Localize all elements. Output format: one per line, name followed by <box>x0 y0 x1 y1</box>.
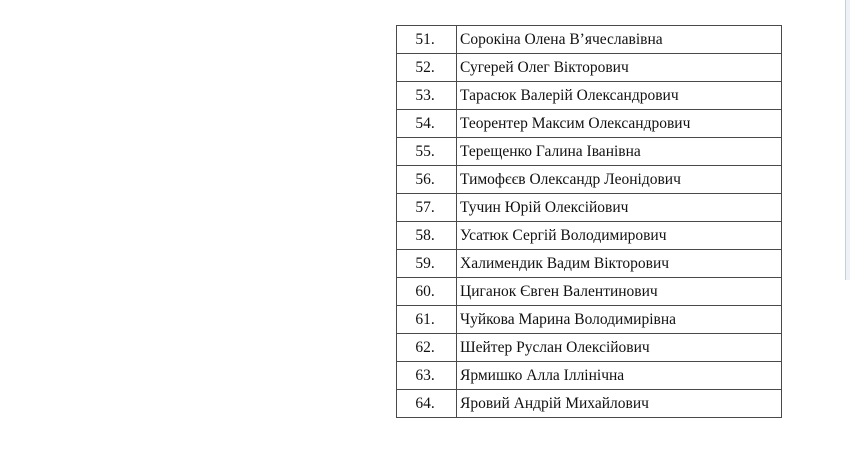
table-row <box>397 82 782 110</box>
row-name: Чуйкова Марина Володимирівна <box>457 306 782 334</box>
row-name: Тимофєєв Олександр Леонідович <box>457 166 782 194</box>
row-name: Тарасюк Валерій Олександрович <box>457 82 782 110</box>
row-number: 53. <box>397 82 457 110</box>
row-number: 60. <box>397 278 457 306</box>
table-row <box>397 26 782 54</box>
row-number: 58. <box>397 222 457 250</box>
row-number: 51. <box>397 26 457 54</box>
row-name: Ярмишко Алла Іллінічна <box>457 362 782 390</box>
row-name: Халимендик Вадим Вікторович <box>457 250 782 278</box>
table-row <box>397 334 782 362</box>
row-number: 62. <box>397 334 457 362</box>
row-number: 57. <box>397 194 457 222</box>
table-row <box>397 222 782 250</box>
table-row <box>397 278 782 306</box>
row-name: Сугерей Олег Вікторович <box>457 54 782 82</box>
row-name: Теорентер Максим Олександрович <box>457 110 782 138</box>
row-name: Яровий Андрій Михайлович <box>457 390 782 418</box>
table-row <box>397 110 782 138</box>
row-name: Усатюк Сергій Володимирович <box>457 222 782 250</box>
row-name: Терещенко Галина Іванівна <box>457 138 782 166</box>
row-name: Сорокіна Олена В’ячеславівна <box>457 26 782 54</box>
table-row <box>397 54 782 82</box>
row-number: 52. <box>397 54 457 82</box>
row-number: 61. <box>397 306 457 334</box>
row-number: 56. <box>397 166 457 194</box>
names-table <box>396 25 782 418</box>
row-number: 55. <box>397 138 457 166</box>
row-number: 63. <box>397 362 457 390</box>
row-name: Циганок Євген Валентинович <box>457 278 782 306</box>
row-name: Шейтер Руслан Олексійович <box>457 334 782 362</box>
row-name: Тучин Юрій Олексійович <box>457 194 782 222</box>
table-row <box>397 194 782 222</box>
row-number: 54. <box>397 110 457 138</box>
row-number: 64. <box>397 390 457 418</box>
table-row <box>397 306 782 334</box>
table-row <box>397 138 782 166</box>
page-edge-divider <box>845 0 850 280</box>
table-row <box>397 362 782 390</box>
table-row <box>397 166 782 194</box>
table-row <box>397 390 782 418</box>
table-row <box>397 250 782 278</box>
row-number: 59. <box>397 250 457 278</box>
